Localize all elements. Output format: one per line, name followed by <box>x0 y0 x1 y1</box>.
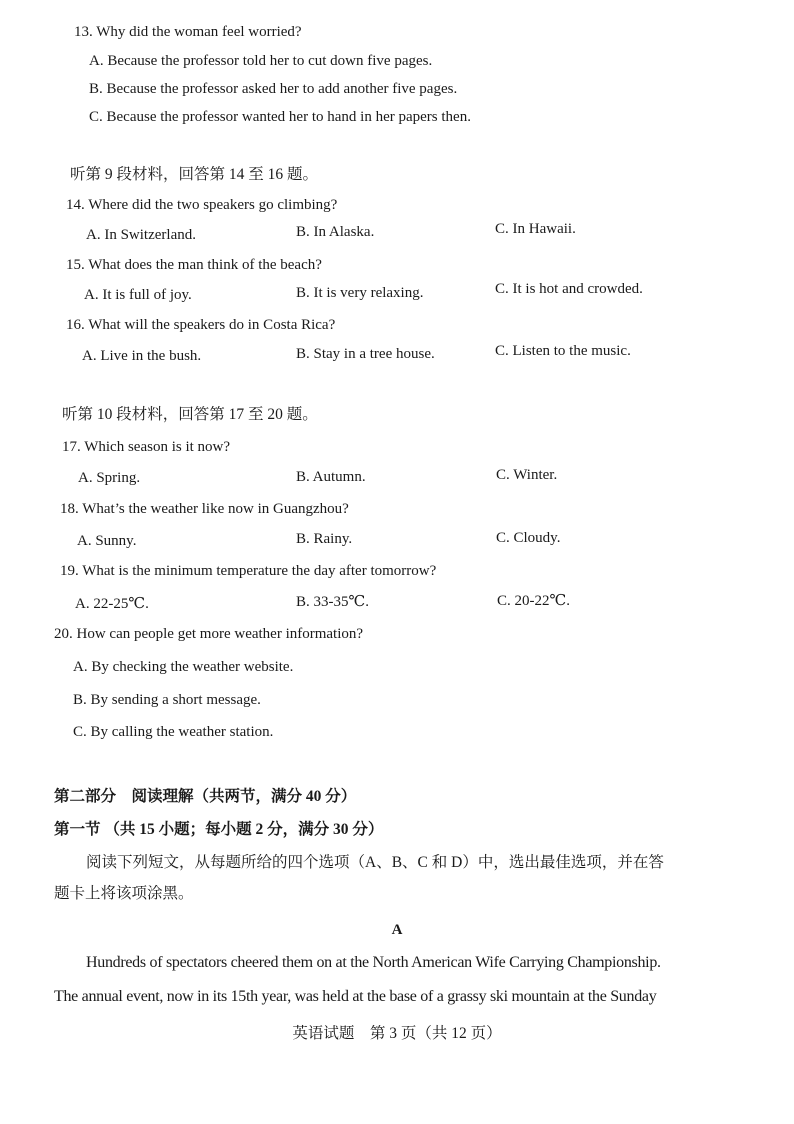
q15-option-b: B. It is very relaxing. <box>296 285 424 301</box>
passage-line-2: The annual event, now in its 15th year, was held at the base of a grassy ski mountain at the Sunday <box>54 988 657 1005</box>
q19-question: 19. What is the minimum temperature the day after tomorrow? <box>60 563 437 579</box>
q16-question: 16. What will the speakers do in Costa Rica? <box>66 317 336 333</box>
passage-letter: A <box>391 922 403 938</box>
q13-option-c: C. Because the professor wanted her to hand in her papers then. <box>89 109 471 125</box>
q15-option-a: A. It is full of joy. <box>84 287 192 303</box>
q14-question: 14. Where did the two speakers go climbing? <box>66 197 338 213</box>
q14-option-b: B. In Alaska. <box>296 224 375 240</box>
q19-option-a: A. 22-25℃. <box>75 596 149 612</box>
section-1-title: 第一节 （共 15 小题；每小题 2 分，满分 30 分） <box>54 821 384 838</box>
q20-option-c: C. By calling the weather station. <box>73 724 274 740</box>
part-2-title: 第二部分 阅读理解（共两节，满分 40 分） <box>54 788 357 805</box>
q18-option-a: A. Sunny. <box>77 533 137 549</box>
q16-option-a: A. Live in the bush. <box>82 348 202 364</box>
section-9-heading: 听第 9 段材料，回答第 14 至 16 题。 <box>70 166 319 183</box>
q15-question: 15. What does the man think of the beach? <box>66 257 322 273</box>
q17-question: 17. Which season is it now? <box>62 439 231 455</box>
q18-option-b: B. Rainy. <box>296 531 353 547</box>
q15-option-c: C. It is hot and crowded. <box>495 281 643 297</box>
q19-option-b: B. 33-35℃. <box>296 594 370 610</box>
passage-line-1: Hundreds of spectators cheered them on at the North American Wife Carrying Championship. <box>86 954 661 971</box>
q17-option-c: C. Winter. <box>496 467 558 483</box>
q13-option-b: B. Because the professor asked her to add another five pages. <box>89 81 458 97</box>
q18-question: 18. What’s the weather like now in Guangzhou? <box>60 501 349 517</box>
q17-option-b: B. Autumn. <box>296 469 366 485</box>
section-10-heading: 听第 10 段材料，回答第 17 至 20 题。 <box>62 406 318 423</box>
q20-option-a: A. By checking the weather website. <box>73 659 294 675</box>
q20-option-b: B. By sending a short message. <box>73 692 261 708</box>
q17-option-a: A. Spring. <box>78 470 141 486</box>
q14-option-c: C. In Hawaii. <box>495 221 576 237</box>
q13-question: 13. Why did the woman feel worried? <box>74 24 302 40</box>
q20-question: 20. How can people get more weather information? <box>54 626 364 642</box>
q18-option-c: C. Cloudy. <box>496 530 561 546</box>
instruction-line-1: 阅读下列短文，从每题所给的四个选项（A、B、C 和 D）中，选出最佳选项，并在答 <box>86 854 664 871</box>
page-footer: 英语试题 第 3 页（共 12 页） <box>292 1025 502 1042</box>
q14-option-a: A. In Switzerland. <box>86 227 196 243</box>
q13-option-a: A. Because the professor told her to cut down five pages. <box>89 53 433 69</box>
q16-option-b: B. Stay in a tree house. <box>296 346 435 362</box>
instruction-line-2: 题卡上将该项涂黑。 <box>54 885 194 902</box>
q19-option-c: C. 20-22℃. <box>497 593 571 609</box>
q16-option-c: C. Listen to the music. <box>495 343 631 359</box>
